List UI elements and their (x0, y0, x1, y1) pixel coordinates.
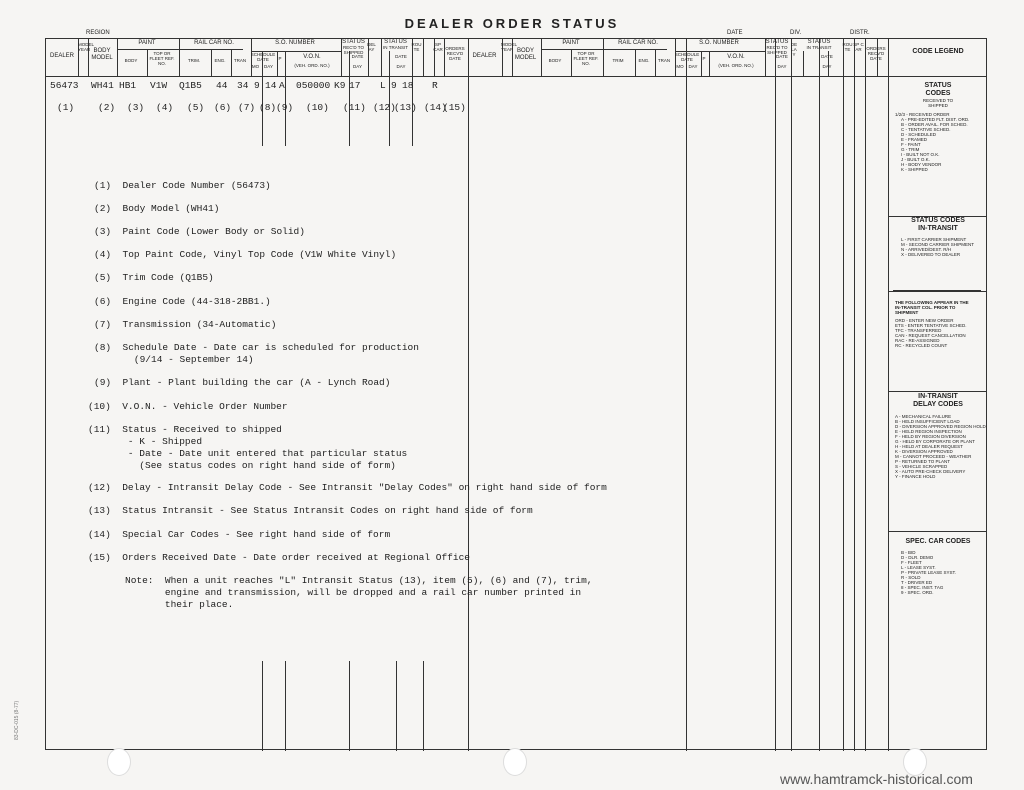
sample-tran: 34 (237, 80, 249, 91)
legend-spec-item: R - SOLD (901, 575, 921, 580)
legend-delay-item: H - HELD AT DEALER REQUEST (895, 444, 963, 449)
legend-spec-item: F - FLEET (901, 560, 922, 565)
legend-appear-item: ORD - ENTER NEW ORDER (895, 318, 954, 323)
col-number-10: (10) (306, 102, 329, 113)
header-spcar: SP CAR (433, 42, 443, 52)
header-dealer: DEALER (49, 53, 74, 59)
legend-spec-item: P - PRIVATE LEASE SYST. (901, 570, 957, 575)
legend-intransit-title: STATUS CODES IN-TRANSIT (911, 217, 965, 232)
col-number-3: (3) (127, 102, 145, 113)
header-paint-2: PAINT (562, 40, 580, 46)
header-tran-2: TRAN (657, 58, 671, 63)
header-intransit-date-2: DATE (821, 54, 833, 59)
note-text: Note: When a unit reaches "L" Intransit Status (13), item (5), (6) and (7), trim, engine and transmission, will be dropped and a rail car number printed in their place. (125, 575, 593, 610)
explanation-2: (2) Body Model (WH41) (94, 203, 220, 214)
col-number-14: (14) (424, 102, 447, 113)
header-body-2: BODY (548, 58, 562, 63)
sample-body-model: WH41 (91, 80, 114, 91)
header-day-2: DAY (688, 64, 698, 69)
col-number-8: (8) (259, 102, 277, 113)
header-top-fleet: TOP OR FLEET REF. NO. (149, 51, 175, 66)
explanation-4: (4) Top Paint Code, Vinyl Top Code (V1W White Vinyl) (94, 249, 397, 260)
col-number-15: (15) (443, 102, 466, 113)
header-status-date: DATE (351, 54, 364, 59)
legend-spec-item: B - BID (901, 550, 916, 555)
header-spcar-2: SP CAR (853, 42, 864, 52)
distr-label: DISTR. (850, 30, 870, 36)
legend-intransit-item: M - SECOND CARRIER SHIPMENT (901, 242, 975, 247)
header-tran: TRAN (233, 58, 247, 63)
legend-intransit-item: N - ARRIVED/DEST. R/H (901, 247, 952, 252)
col-number-4: (4) (156, 102, 174, 113)
header-orders-2: ORDERS RECV'D DATE (866, 46, 886, 61)
legend-delay-title: IN-TRANSIT DELAY CODES (913, 393, 963, 408)
legend-status-item: G - TRIM (901, 147, 920, 152)
legend-spec-item: 9 - SPEC. ORD. (901, 590, 934, 595)
header-plant: P (278, 56, 282, 61)
sample-top-paint: V1W (150, 80, 168, 91)
watermark: www.hamtramck-historical.com (780, 771, 973, 787)
legend-delay-item: A - MECHANICAL FAILURE (895, 414, 952, 419)
legend-delay-item: P - RETURNED TO PLANT (895, 459, 951, 464)
form-number: 83-DC-015 (8-77) (14, 700, 20, 740)
legend-spec-item: T - DRIVER ED (901, 580, 933, 585)
header-model-year-2: MODEL YEAR (501, 42, 518, 52)
header-orders: ORDERS RECV'D DATE (445, 46, 465, 61)
header-eng: ENG. (214, 58, 226, 63)
legend-spec-item: D - DLR. DEMO (901, 555, 934, 560)
sample-dealer: 56473 (50, 80, 79, 91)
sample-sched-day: 14 (265, 80, 277, 91)
legend-spec-title: SPEC. CAR CODES (905, 538, 971, 545)
legend-status-item: E - FRAMED (901, 137, 928, 142)
legend-appear-title: THE FOLLOWING APPEAR IN THE IN-TRANSIT COL. PRIOR TO SHIPMENT (895, 300, 969, 315)
legend-status-item: 1/2/3 - RECEIVED ORDER (895, 112, 950, 117)
legend-status-item: F - PAINT (901, 142, 921, 147)
sample-plant: A (279, 80, 285, 91)
legend-status-item: J - BUILT O.K. (901, 157, 930, 162)
legend-spec-codes (889, 538, 987, 595)
explanation-7: (7) Transmission (34-Automatic) (94, 319, 277, 330)
legend-delay-item: S - VEHICLE SCRAPPED (895, 464, 948, 469)
header-intransit-day: DAY (396, 64, 406, 69)
explanation-6: (6) Engine Code (44-318-2BB1.) (94, 296, 271, 307)
explanation-1: (1) Dealer Code Number (56473) (94, 180, 271, 191)
legend-delay-item: F - HELD BY REGION DIVERSION (895, 434, 966, 439)
legend-divider (893, 290, 981, 291)
header-delay: DELAY (367, 42, 376, 52)
legend-status-item: D - SCHEDULED (901, 132, 937, 137)
header-status-sub-2: REC'D TO SHIPPED (766, 45, 788, 55)
legend-status-codes (889, 82, 987, 172)
header-von: V.O.N. (303, 54, 321, 60)
legend-intransit-item: L - FIRST CARRIER SHIPMENT (901, 237, 967, 242)
header-body-model-2: BODY MODEL (514, 48, 537, 61)
sample-eng: 44 (216, 80, 228, 91)
header-mo-2: MO (676, 64, 684, 69)
header-status-date-2: DATE (776, 54, 788, 59)
legend-appear-item: CAN - REQUEST CANCELLATION (895, 333, 966, 338)
region-label: REGION (86, 30, 110, 36)
legend-delay-item: G - HELD BY CORPORATE OR PLANT (895, 439, 975, 444)
col-number-5: (5) (187, 102, 205, 113)
header-von-2: V.O.N. (727, 54, 745, 60)
legend-status-title: STATUS CODES (924, 82, 952, 97)
header-status-day-2: DAY (777, 64, 787, 69)
explanation-15: (15) Orders Received Date - Date order received at Regional Office (88, 552, 470, 563)
legend-appear-item: RC - RECYCLED COUNT (895, 343, 948, 348)
explanation-14: (14) Special Car Codes - See right hand side of form (88, 529, 391, 540)
legend-status-item: I - BUILT NOT O.K. (901, 152, 940, 157)
header-intransit-date: DATE (395, 54, 407, 59)
header-body-model: BODY MODEL (91, 48, 113, 61)
sample-status-date: 17 (349, 80, 361, 91)
explanation-13: (13) Status Intransit - See Status Intransit Codes on right hand side of form (88, 505, 533, 516)
header-plant-2: P (702, 56, 706, 61)
header-status: STATUS (342, 39, 365, 45)
legend-status-item: H - BODY VENDOR (901, 162, 942, 167)
header-trim-2: TRIM (612, 58, 624, 63)
col-number-6: (6) (214, 102, 232, 113)
col-number-9: (9) (276, 102, 294, 113)
header-so-number: S.O. NUMBER (275, 40, 315, 46)
header-intransit-sub-2: IN TRANSIT (806, 45, 832, 50)
legend-appear-item: ETS - ENTER TENTATIVE SCHED. (895, 323, 967, 328)
legend-appear-item: RAC - RE-ASSIGNED (895, 338, 940, 343)
legend-delay-item: M - CANNOT PROCEED - WEATHER (895, 454, 972, 459)
legend-appear-item: TFC - TRANSFERRED (895, 328, 942, 333)
form-title: DEALER ORDER STATUS (404, 16, 620, 31)
legend-delay-item: D - DIVERSION APPROVED REGION HOLD (895, 424, 986, 429)
legend-intransit-item: X - DELIVERED TO DEALER (901, 252, 961, 257)
sample-status-code: K9 (334, 80, 346, 91)
explanation-11: (11) Status - Received to shipped - K - Shipped - Date - Date unit entered that particular status (See status codes on right hand side of form) (88, 424, 408, 471)
explanation-9: (9) Plant - Plant building the car (A - Lynch Road) (94, 377, 391, 388)
sample-spcar: R (432, 80, 438, 91)
header-top-fleet-2: TOP OR FLEET REF. NO. (573, 51, 599, 66)
header-route: ROUTE (411, 42, 422, 52)
legend-status-item: K - SHIPPED (901, 167, 928, 172)
header-schedule-date: SCHEDULE DATE (250, 52, 276, 62)
col-number-7: (7) (238, 102, 256, 113)
legend-delay-item: K - DIVERSION APPROVED (895, 449, 953, 454)
binder-hole-left (107, 748, 131, 776)
header-status-intransit-2: STATUS (807, 39, 831, 45)
header-trim: TRIM. (187, 58, 201, 63)
header-dealer-2: DEALER (472, 53, 497, 59)
legend-spec-item: L - LEASE SYST. (901, 565, 936, 570)
legend-delay-codes (889, 393, 987, 479)
explanation-3: (3) Paint Code (Lower Body or Solid) (94, 226, 305, 237)
sample-von: 050000 (296, 80, 331, 91)
sample-sched-mo: 9 (254, 80, 260, 91)
col-number-1: (1) (57, 102, 75, 113)
col-number-13: (13) (394, 102, 417, 113)
explanation-12: (12) Delay - Intransit Delay Code - See Intransit "Delay Codes" on right hand side of form (88, 482, 607, 493)
order-status-form (45, 38, 987, 750)
header-status-intransit: STATUS (384, 39, 407, 45)
explanation-5: (5) Trim Code (Q1B5) (94, 272, 214, 283)
header-status-day: DAY (353, 64, 362, 69)
header-body: BODY (124, 58, 138, 63)
legend-delay-item: Y - FINANCE HOLD (895, 474, 936, 479)
header-route-2: ROUTE (842, 42, 853, 52)
header-code-legend: CODE LEGEND (912, 48, 964, 55)
legend-spec-item: 8 - SPEC. INST. TAG (901, 585, 944, 590)
header-status-2: STATUS (765, 39, 789, 45)
legend-intransit-codes (889, 217, 987, 257)
legend-status-item: B - ORDER AVAIL. FOR SCHED. (901, 122, 968, 127)
explanation-8: (8) Schedule Date - Date car is scheduled for production (9/14 - September 14) (94, 342, 419, 365)
header-eng-2: ENG. (638, 58, 650, 63)
legend-status-item: A - PRE-EDITED FLT. DIST. ORD. (901, 117, 970, 122)
header-von-sub-2: (VEH. ORD. NO.) (718, 63, 754, 68)
col-number-12: (12) (373, 102, 396, 113)
header-rail-car-2: RAIL CAR NO. (618, 40, 658, 46)
sample-intransit-day: 18 (402, 80, 414, 91)
binder-hole-center (503, 748, 527, 776)
sample-intransit-code: L (380, 80, 386, 91)
header-rail-car: RAIL CAR NO. (194, 40, 234, 46)
col-number-11: (11) (343, 102, 366, 113)
header-intransit-day-2: DAY (822, 64, 832, 69)
col-number-2: (2) (98, 102, 116, 113)
div-label: DIV. (790, 30, 802, 36)
header-so-number-2: S.O. NUMBER (699, 40, 739, 46)
header-paint: PAINT (138, 40, 156, 46)
header-schedule-date-2: SCHEDULE DATE (674, 52, 700, 62)
explanation-10: (10) V.O.N. - Vehicle Order Number (88, 401, 288, 412)
sample-intransit-mo: 9 (391, 80, 397, 91)
legend-status-item: C - TENTATIVE SCHED. (901, 127, 951, 132)
header-intransit-sub: IN TRANSIT (383, 45, 408, 50)
legend-delay-item: E - HELD REGION INSPECTION (895, 429, 962, 434)
legend-status-sub: RECEIVED TO SHIPPED (922, 98, 954, 108)
header-von-sub: (VEH. ORD. NO.) (294, 63, 330, 68)
header-status-sub: REC'D TO SHIPPED (343, 45, 364, 55)
legend-delay-item: B - HELD INSUFFICIENT LOAD (895, 419, 960, 424)
header-mo: MO (251, 64, 260, 69)
legend-delay-item: X - AUTO PRE-CHECK DELIVERY (895, 469, 966, 474)
date-label: DATE (727, 30, 743, 36)
header-model-year: MODEL YEAR (78, 42, 95, 52)
sample-trim: Q1B5 (179, 80, 202, 91)
header-delay-2: DELAY (790, 42, 798, 57)
sample-body-paint: HB1 (119, 80, 137, 91)
legend-appear-codes (889, 300, 987, 348)
header-day: DAY (264, 64, 273, 69)
